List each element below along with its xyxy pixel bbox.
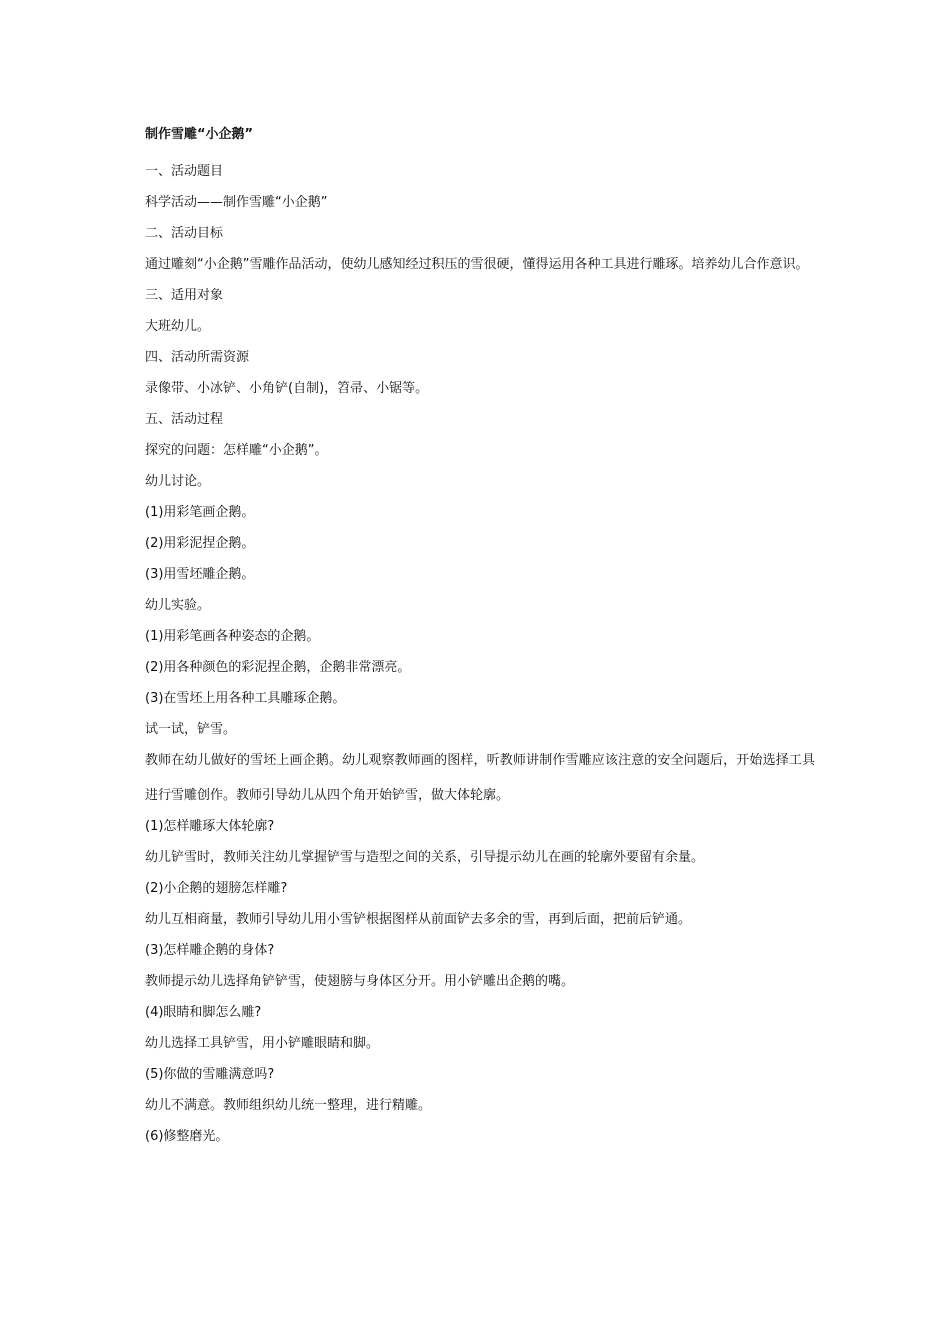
list-item: (2)用彩泥捏企鹅。 [145, 536, 255, 551]
list-item: (2)用各种颜色的彩泥捏企鹅，企鹅非常漂亮。 [145, 660, 411, 675]
list-item: (6)修整磨光。 [145, 1129, 229, 1144]
paragraph: 幼儿讨论。 [145, 474, 211, 489]
list-item: (3)用雪坯雕企鹅。 [145, 567, 255, 582]
list-item: (3)在雪坯上用各种工具雕琢企鹅。 [145, 691, 346, 706]
section-heading-target-audience: 三、适用对象 [145, 288, 224, 303]
document-body [145, 125, 815, 1152]
list-item: (5)你做的雪雕满意吗? [145, 1067, 275, 1082]
section-heading-resources: 四、活动所需资源 [145, 350, 250, 365]
list-item: (1)怎样雕琢大体轮廓? [145, 819, 275, 834]
list-item: (2)小企鹅的翅膀怎样雕? [145, 881, 288, 896]
list-item: (1)用彩笔画企鹅。 [145, 505, 255, 520]
paragraph: 教师提示幼儿选择角铲铲雪，使翅膀与身体区分开。用小铲雕出企鹅的嘴。 [145, 974, 575, 989]
list-item: (1)用彩笔画各种姿态的企鹅。 [145, 629, 320, 644]
paragraph: 探究的问题：怎样雕“小企鹅”。 [145, 443, 328, 458]
document-title: 制作雪雕“小企鹅” [145, 127, 254, 142]
paragraph: 试一试，铲雪。 [145, 722, 237, 737]
list-item: (3)怎样雕企鹅的身体? [145, 943, 275, 958]
paragraph: 大班幼儿。 [145, 319, 211, 334]
paragraph: 通过雕刻“小企鹅”雪雕作品活动，使幼儿感知经过积压的雪很硬，懂得运用各种工具进行雕琢。培养幼儿合作意识。 [145, 257, 809, 272]
list-item: (4)眼睛和脚怎么雕? [145, 1005, 262, 1020]
paragraph: 录像带、小冰铲、小角铲(自制)，笤帚、小锯等。 [145, 381, 429, 396]
paragraph: 科学活动——制作雪雕“小企鹅” [145, 195, 328, 210]
paragraph: 幼儿互相商量，教师引导幼儿用小雪铲根据图样从前面铲去多余的雪，再到后面，把前后铲通。 [145, 912, 692, 927]
paragraph: 幼儿铲雪时，教师关注幼儿掌握铲雪与造型之间的关系，引导提示幼儿在画的轮廓外要留有余量。 [145, 850, 705, 865]
paragraph: 幼儿选择工具铲雪，用小铲雕眼睛和脚。 [145, 1036, 380, 1051]
paragraph: 幼儿实验。 [145, 598, 211, 613]
section-heading-activity-goals: 二、活动目标 [145, 226, 224, 241]
section-heading-activity-process: 五、活动过程 [145, 412, 224, 427]
paragraph: 教师在幼儿做好的雪坯上画企鹅。幼儿观察教师画的图样，听教师讲制作雪雕应该注意的安全问题后，开始选择工具进行雪雕创作。教师引导幼儿从四个角开始铲雪，做大体轮廓。 [145, 753, 815, 803]
section-heading-activity-topic: 一、活动题目 [145, 164, 224, 179]
paragraph: 幼儿不满意。教师组织幼儿统一整理，进行精雕。 [145, 1098, 432, 1113]
